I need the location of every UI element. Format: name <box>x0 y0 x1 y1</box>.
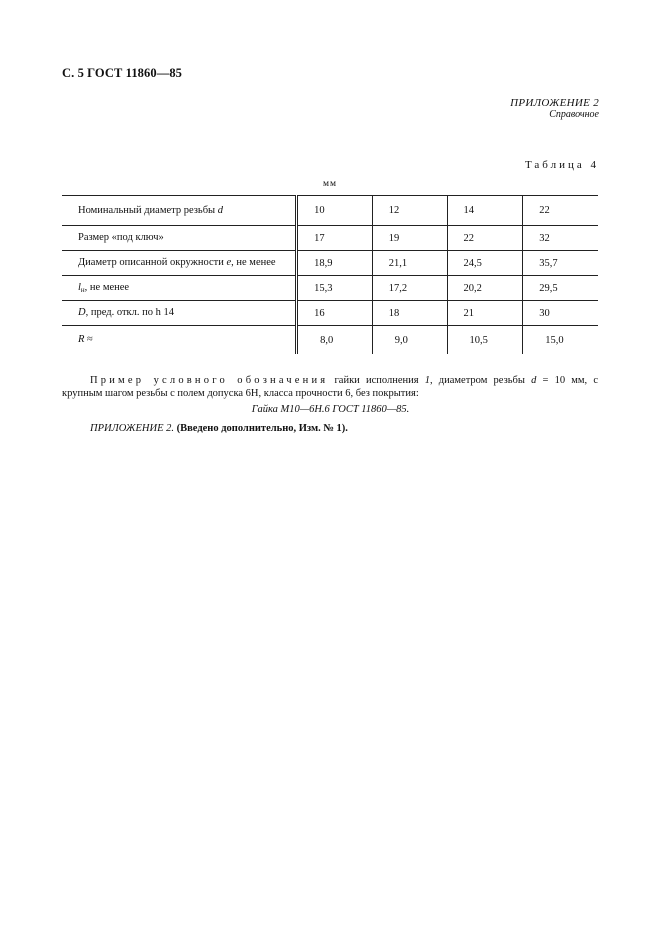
row-label <box>62 301 297 326</box>
table-row <box>62 226 598 251</box>
table-cell: 35,7 <box>523 251 598 276</box>
table-row <box>62 326 598 355</box>
note-amendment: (Введено дополнительно, Изм. № 1). <box>176 423 348 434</box>
row-label-symbol: D <box>78 307 86 318</box>
table-cell: 10,5 <box>447 326 523 355</box>
row-label <box>62 276 297 301</box>
table-cell: 19 <box>372 226 447 251</box>
row-label-tail: , не менее <box>231 257 276 268</box>
example-text-2: , диаметром резьбы <box>429 375 532 386</box>
dimensions-table <box>62 195 598 354</box>
table-cell: 21 <box>447 301 523 326</box>
row-label <box>62 226 297 251</box>
row-label-subscript: н <box>80 286 85 294</box>
row-label-symbol: R <box>78 334 85 345</box>
table-cell: 20,2 <box>447 276 523 301</box>
row-label <box>62 251 297 276</box>
table-cell: 8,0 <box>297 326 373 355</box>
table-cell: 9,0 <box>372 326 447 355</box>
page-header: С. 5 ГОСТ 11860—85 <box>62 66 183 80</box>
example-paragraph <box>62 375 598 400</box>
table-row <box>62 276 598 301</box>
row-label-symbol: d <box>217 204 223 216</box>
table-cell: 21,1 <box>372 251 447 276</box>
table-row <box>62 301 598 326</box>
table-row <box>62 251 598 276</box>
amendment-note <box>90 423 348 434</box>
example-text-1: гайки исполнения <box>328 375 425 386</box>
table-cell: 30 <box>523 301 598 326</box>
table-units: мм <box>323 179 338 189</box>
table-cell: 16 <box>297 301 373 326</box>
appendix-title: ПРИЛОЖЕНИЕ 2 <box>510 97 599 109</box>
example-sym-d: d <box>531 375 537 386</box>
table-cell: 22 <box>523 196 598 226</box>
example-designation: Гайка М10—6Н.6 ГОСТ 11860—85. <box>251 404 410 415</box>
row-label-text: Размер «под ключ» <box>78 232 164 243</box>
table-cell: 32 <box>523 226 598 251</box>
table-cell: 24,5 <box>447 251 523 276</box>
table-cell: 15,3 <box>297 276 373 301</box>
dimensions-table-body <box>62 196 598 355</box>
note-appendix-ref: ПРИЛОЖЕНИЕ 2. <box>90 423 174 434</box>
table-cell: 22 <box>447 226 523 251</box>
row-label-symbol: e <box>226 257 232 268</box>
table-caption: Таблица 4 <box>524 159 599 171</box>
table-cell: 15,0 <box>545 334 564 346</box>
table-cell: 10 <box>297 196 373 226</box>
row-label-tail: , не менее <box>84 282 130 293</box>
row-label-tail: , пред. откл. по h 14 <box>85 307 174 318</box>
row-label-text: Диаметр описанной окружности <box>78 257 224 268</box>
appendix-heading <box>510 97 599 121</box>
example-lead: Пример условного обозначения <box>90 375 329 386</box>
table-cell: 14 <box>447 196 523 226</box>
table-cell: 18,9 <box>297 251 373 276</box>
row-label-tail: ≈ <box>84 334 93 345</box>
table-cell: 17,2 <box>372 276 447 301</box>
appendix-subtitle: Справочное <box>549 109 599 120</box>
row-label <box>62 196 297 226</box>
table-cell: 29,5 <box>523 276 598 301</box>
row-label <box>62 326 297 355</box>
example-text-3: = 10 мм, с крупным шагом резьбы с полем допуска 6Н, класса прочности 6, без покрытия: <box>62 375 598 399</box>
table-cell: 12 <box>372 196 447 226</box>
row-label-text: Номинальный диаметр резьбы <box>78 204 216 216</box>
table-row <box>62 196 598 226</box>
table-cell: 17 <box>297 226 373 251</box>
row-label-symbol: l <box>78 282 81 293</box>
example-execution: 1 <box>424 375 430 386</box>
table-cell: 18 <box>372 301 447 326</box>
